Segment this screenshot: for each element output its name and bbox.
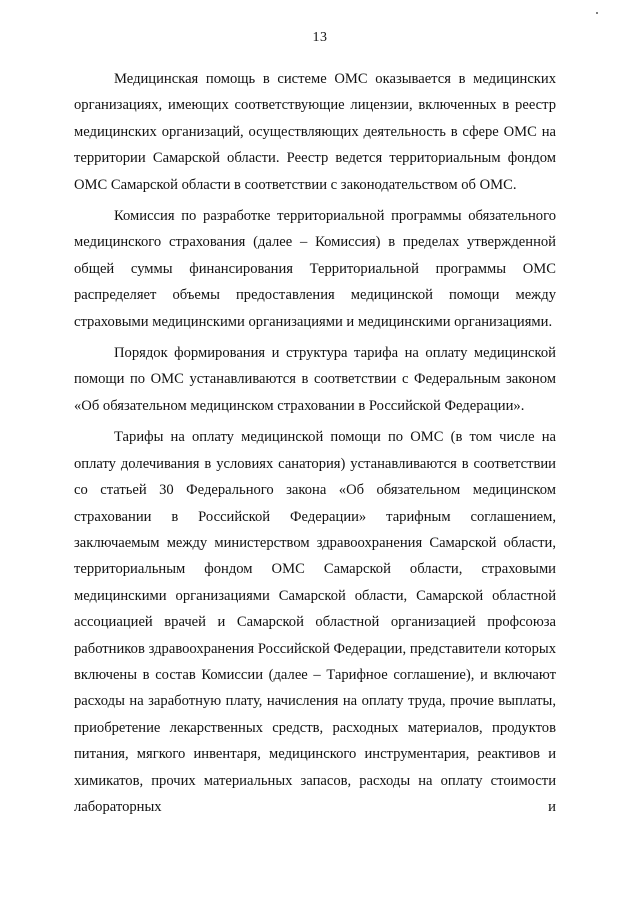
page-number: 13 — [312, 30, 328, 45]
paragraph-commission: Комиссия по разработке территориальной программы обязательного медицинского страхования (далее – Комиссия) в пределах утвержденной общей суммы финансирования Территориальной программы ОМС распределяет объемы предоставления медицинской помощи между страховыми медицинскими организациями и медицинскими организациями. — [74, 208, 556, 330]
paragraph-tariffs: Тарифы на оплату медицинской помощи по ОМС (в том числе на оплату долечивания в условиях санатория) устанавливаются в соответствии со статьей 30 Федерального закона «Об обязательном медицинском страховании в Российской Федерации» тарифным соглашением, заключаемым между министерством здравоохранения Самарской области, территориальным фондом ОМС Самарской области, страховыми медицинскими организациями Самарской области, Самарской областной ассоциацией врачей и Самарской областной организацией профсоюза работников здравоохранения Российской Федерации, представители которых включены в состав Комиссии (далее – Тарифное соглашение), и включают расходы на заработную плату, начисления на оплату труда, прочие выплаты, приобретение лекарственных средств, расходных материалов, продуктов питания, мягкого инвентаря, медицинского инструментария, реактивов и химикатов, прочих материальных запасов, расходы на оплату стоимости лабораторных и — [74, 429, 556, 815]
document-body — [74, 66, 556, 825]
scan-speck — [596, 12, 598, 14]
paragraph-medical-care: Медицинская помощь в системе ОМС оказывается в медицинских организациях, имеющих соответствующие лицензии, включенных в реестр медицинских организаций, осуществляющих деятельность в сфере ОМС на территории Самарской области. Реестр ведется территориальным фондом ОМС Самарской области в соответствии с законодательством об ОМС. — [74, 71, 556, 193]
paragraph-tariff-procedure: Порядок формирования и структура тарифа на оплату медицинской помощи по ОМС устанавливаются в соответствии с Федеральным законом «Об обязательном медицинском страховании в Российской Федерации». — [74, 345, 556, 414]
